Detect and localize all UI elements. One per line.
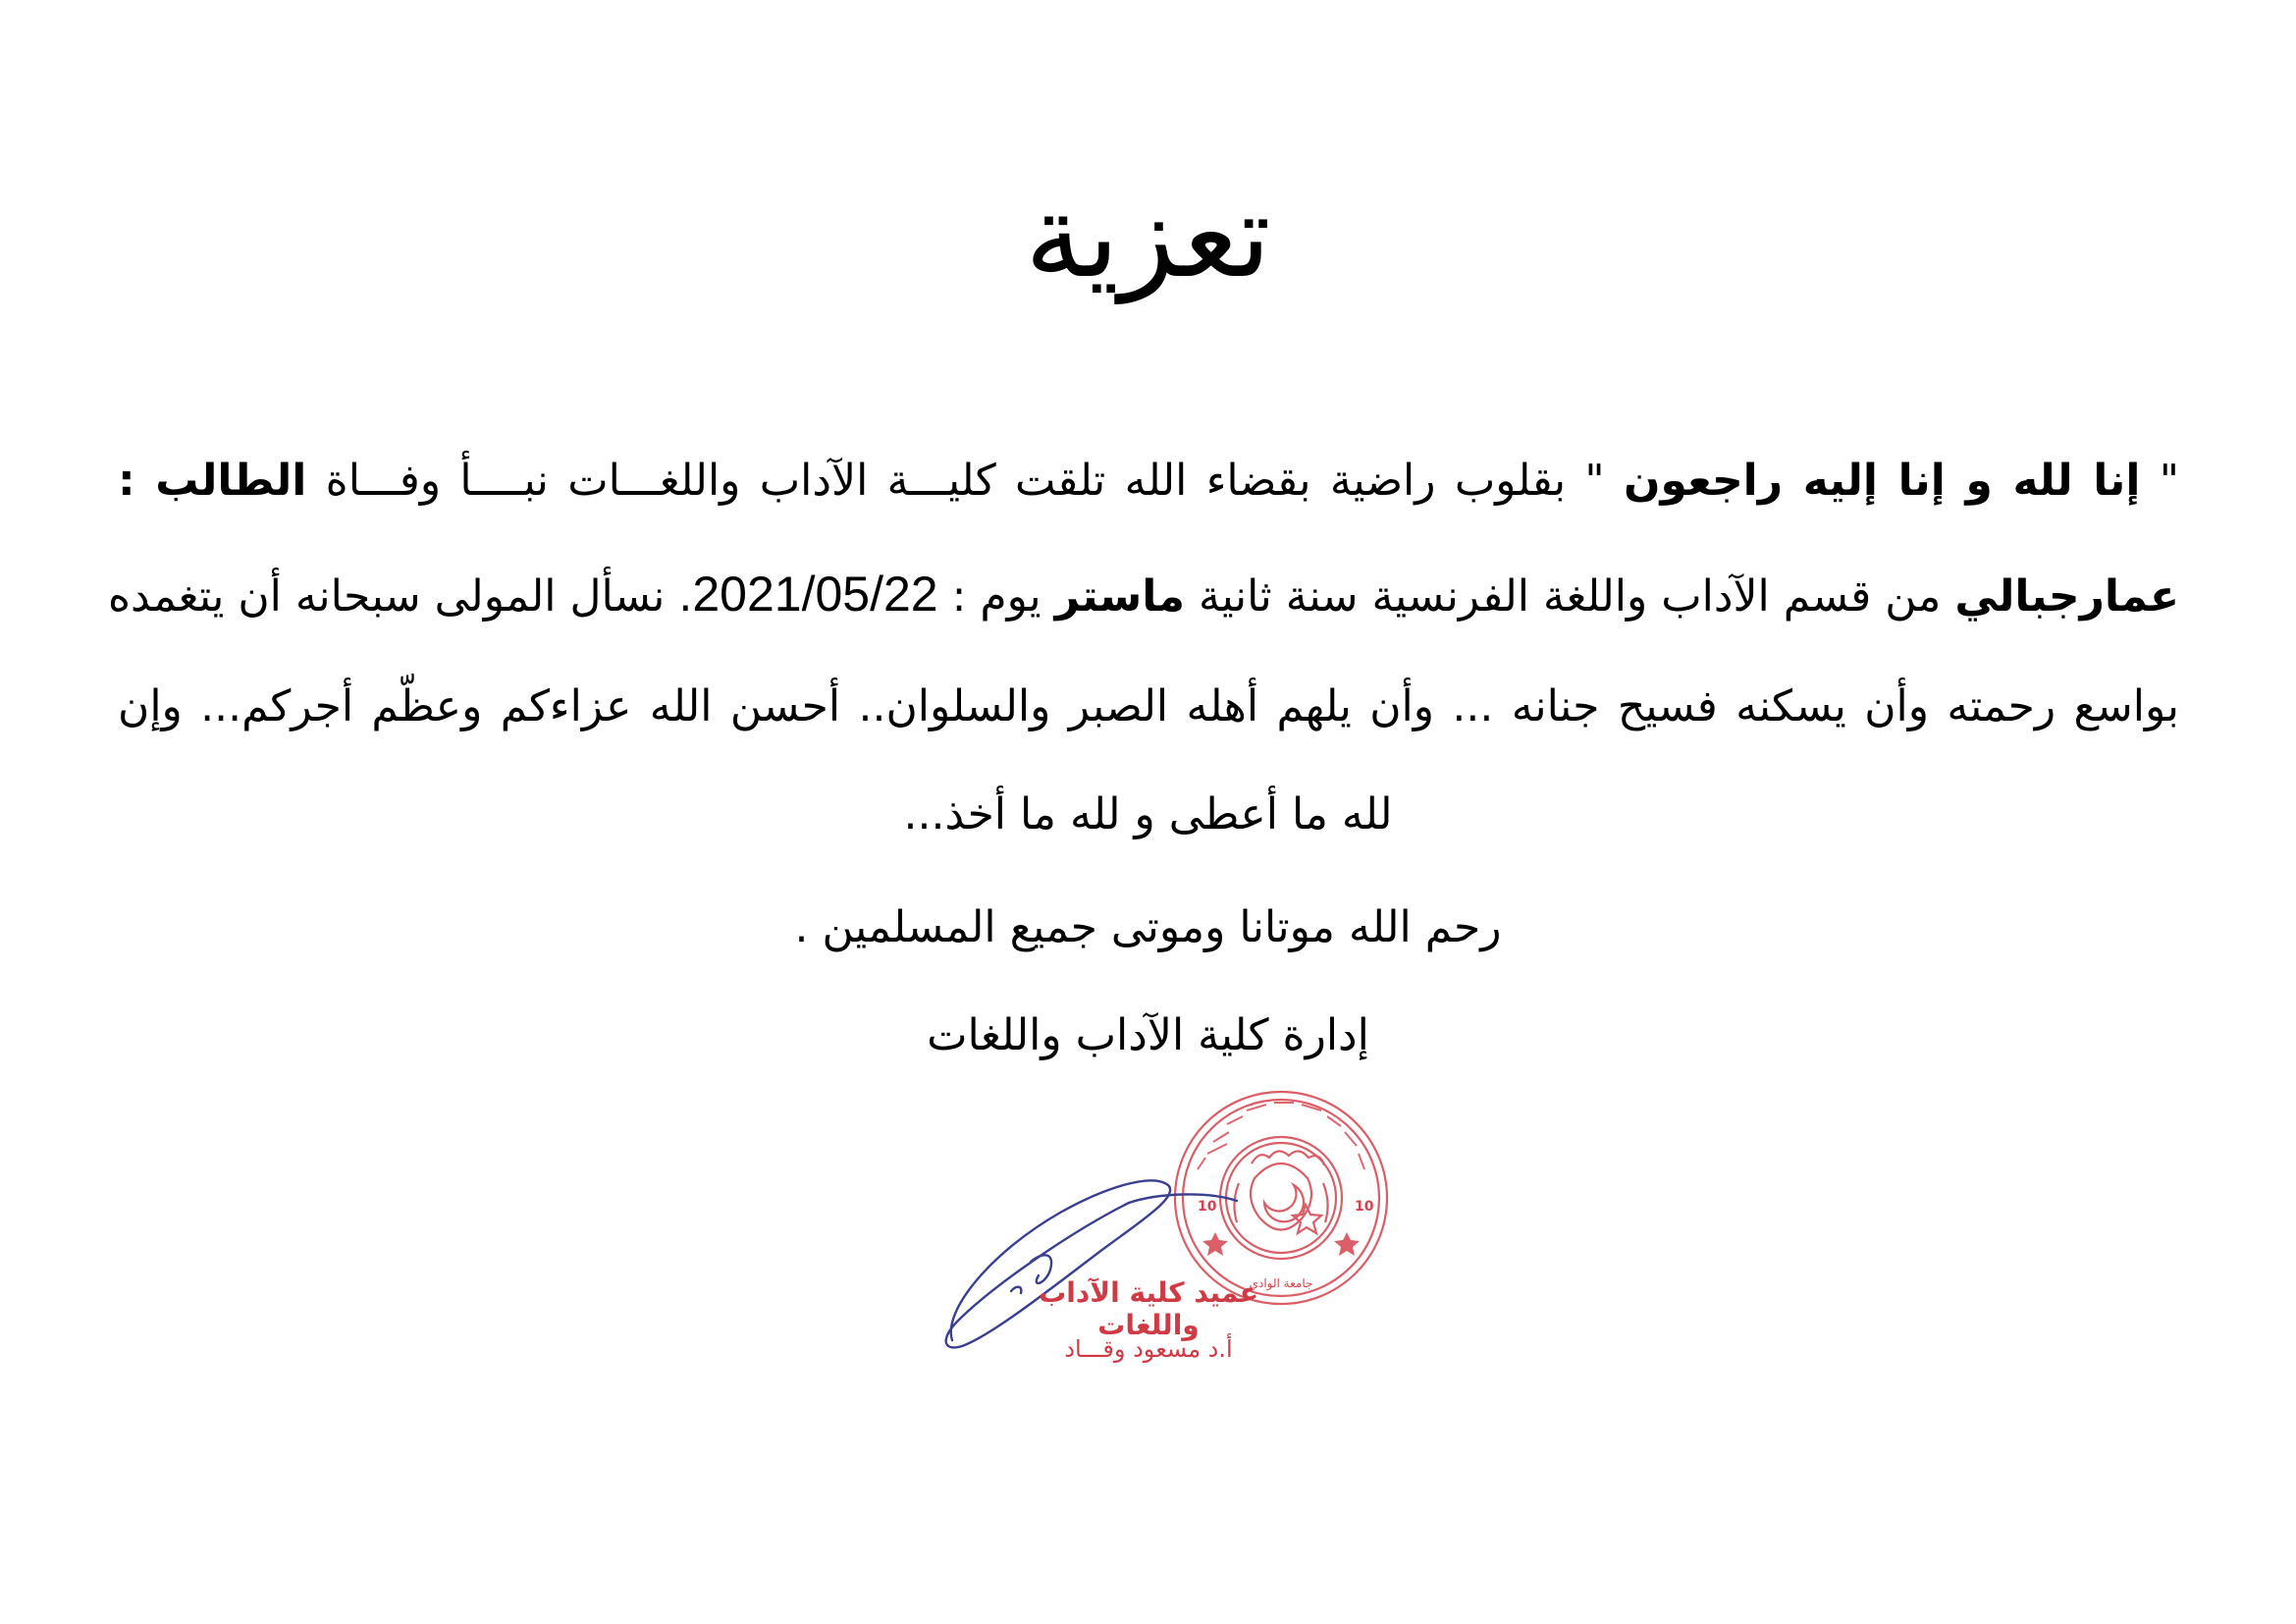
department-text: من قسم الآداب واللغة الفرنسية سنة ثانية: [1184, 571, 1955, 622]
day-label: يوم :: [937, 571, 1055, 622]
quran-phrase: إنا لله و إنا إليه راجعون: [1623, 456, 2141, 506]
paragraph-line-5: رحم الله موتانا وموتى جميع المسلمين .: [794, 902, 1502, 952]
stamp-number: 10: [1355, 1199, 1374, 1215]
date-value: 2021/05/22: [692, 567, 938, 622]
opening-quote: ": [2140, 456, 2179, 506]
announcement-text: " بقلوب راضية بقضاء الله تلقت كليـــة الآداب واللغـــات نبــــأ وفـــاة: [306, 456, 1624, 506]
prayer-text: . نسأل المولى سبحانه أن يتغمده: [108, 571, 693, 622]
administration-signoff: إدارة كلية الآداب واللغات: [927, 1010, 1369, 1060]
svg-text:10: 10: [1198, 1199, 1217, 1215]
paragraph-line-1: [118, 452, 2179, 511]
study-level: ماستر: [1054, 571, 1185, 622]
document-title: تعزية: [1025, 168, 1271, 303]
paragraph-line-4: لله ما أعطى و لله ما أخذ...: [903, 789, 1393, 839]
student-label: الطالب :: [118, 456, 307, 506]
stamp-footer: جامعة الوادي: [1249, 1276, 1313, 1290]
dean-title: عميد كلية الآداب واللغات: [1039, 1276, 1258, 1341]
paragraph-line-3: بواسع رحمته وأن يسكنه فسيح جنانه ... وأن يلهم أهله الصبر والسلوان.. أحسن الله عزاءكم وعظّم أجركم... وإن: [118, 681, 2179, 731]
paragraph-line-2: [108, 565, 2179, 626]
dean-name: أ.د مسعود وقـــاد: [1064, 1335, 1233, 1363]
signature-block: [923, 1085, 1433, 1399]
student-name: عمارجبالي: [1954, 571, 2179, 622]
